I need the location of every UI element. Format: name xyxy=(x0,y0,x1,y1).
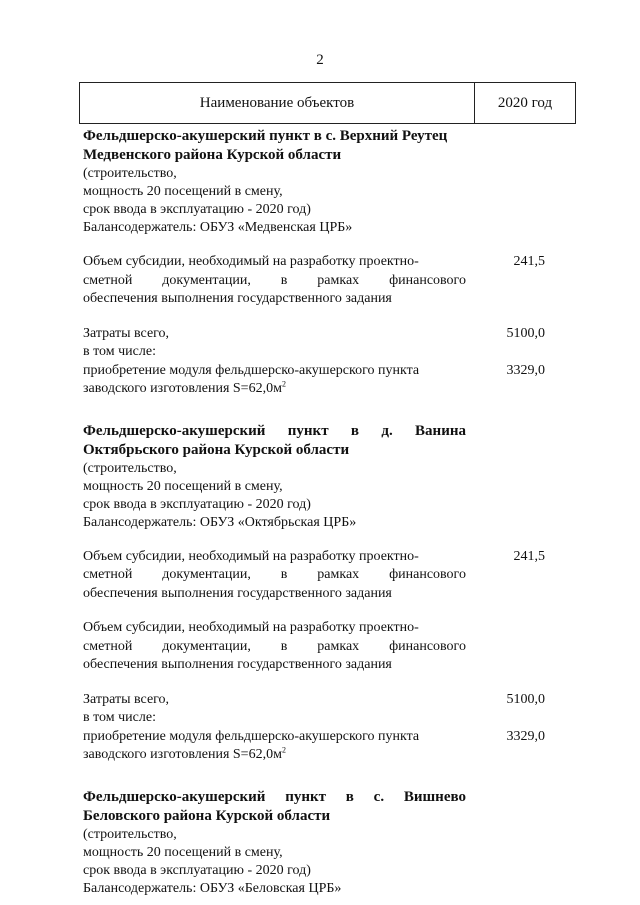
subsidy-line: Объем субсидии, необходимый на разработку проектно- xyxy=(83,254,419,269)
desc-line: Балансодержатель: ОБУЗ «Беловская ЦРБ» xyxy=(83,880,342,896)
including-label: в том числе: xyxy=(83,344,156,359)
subsidy-line: сметной документации, в рамках финансового xyxy=(83,272,466,288)
object-entry xyxy=(83,788,545,898)
subsidy-row xyxy=(83,548,545,604)
object-title xyxy=(83,788,466,826)
costs-row xyxy=(83,691,545,728)
object-title-line: Октябрьского района Курской области xyxy=(83,441,350,458)
desc-line: мощность 20 посещений в смену, xyxy=(83,478,283,494)
column-header-year: 2020 год xyxy=(497,94,553,111)
object-title-line: Беловского района Курской области xyxy=(83,807,331,824)
module-line: заводского изготовления $S=62,0м^2$ xyxy=(83,379,286,396)
module-row xyxy=(83,362,545,399)
costs-value: 5100,0 xyxy=(506,325,545,341)
desc-line: Балансодержатель: ОБУЗ «Октябрьская ЦРБ» xyxy=(83,514,357,530)
column-header-name: Наименование объектов xyxy=(80,83,475,123)
object-title-line: Медвенского района Курской области xyxy=(83,147,342,163)
subsidy-line: сметной документации, в рамках финансового xyxy=(83,567,466,582)
table-header xyxy=(79,82,576,124)
desc-line: срок ввода в эксплуатацию - 2020 год) xyxy=(83,202,311,217)
including-label: в том числе: xyxy=(83,710,156,725)
object-description xyxy=(83,165,466,237)
object-title-line: Фельдшерско-акушерский пункт в с. Верхний Реутец xyxy=(83,128,448,144)
object-entry xyxy=(83,127,545,399)
module-value: 3329,0 xyxy=(506,728,545,744)
costs-row xyxy=(83,325,545,362)
subsidy-line: обеспечения выполнения государственного задания xyxy=(83,657,392,672)
object-title xyxy=(83,422,466,460)
desc-line: Балансодержатель: ОБУЗ «Медвенская ЦРБ» xyxy=(83,220,353,235)
subsidy-line: сметной документации, в рамках финансового xyxy=(83,638,466,654)
page-number: 2 xyxy=(316,52,324,68)
object-description xyxy=(83,460,466,532)
desc-line: (строительство, xyxy=(83,826,177,842)
module-line: приобретение модуля фельдшерско-акушерского пункта xyxy=(83,728,420,744)
desc-line: (строительство, xyxy=(83,166,177,181)
subsidy-line: Объем субсидии, необходимый на разработку проектно- xyxy=(83,548,419,564)
module-line: заводского изготовления $S=62,0м^2$ xyxy=(83,745,286,762)
object-description xyxy=(83,826,466,898)
desc-line: мощность 20 посещений в смену, xyxy=(83,844,283,860)
module-row xyxy=(83,728,545,765)
document-body xyxy=(83,127,545,898)
costs-label: Затраты всего, xyxy=(83,691,170,707)
object-entry xyxy=(83,422,545,765)
desc-line: срок ввода в эксплуатацию - 2020 год) xyxy=(83,496,311,512)
object-title xyxy=(83,127,466,165)
object-title-line: Фельдшерско-акушерский пункт в д. Ванина xyxy=(83,422,466,439)
module-value: 3329,0 xyxy=(506,362,545,378)
subsidy-value: 241,5 xyxy=(513,548,545,564)
costs-value: 5100,0 xyxy=(506,691,545,707)
desc-line: (строительство, xyxy=(83,460,177,476)
subsidy-line: обеспечения выполнения государственного задания xyxy=(83,585,392,601)
desc-line: срок ввода в эксплуатацию - 2020 год) xyxy=(83,862,311,878)
desc-line: мощность 20 посещений в смену, xyxy=(83,184,283,199)
subsidy-row-repeat xyxy=(83,619,545,675)
subsidy-value: 241,5 xyxy=(513,254,545,269)
costs-label: Затраты всего, xyxy=(83,325,170,341)
subsidy-row xyxy=(83,253,545,309)
module-line: приобретение модуля фельдшерско-акушерского пункта xyxy=(83,362,420,378)
subsidy-line: обеспечения выполнения государственного задания xyxy=(83,291,392,306)
subsidy-line: Объем субсидии, необходимый на разработку проектно- xyxy=(83,620,419,635)
object-title-line: Фельдшерско-акушерский пункт в с. Вишнево xyxy=(83,788,466,805)
